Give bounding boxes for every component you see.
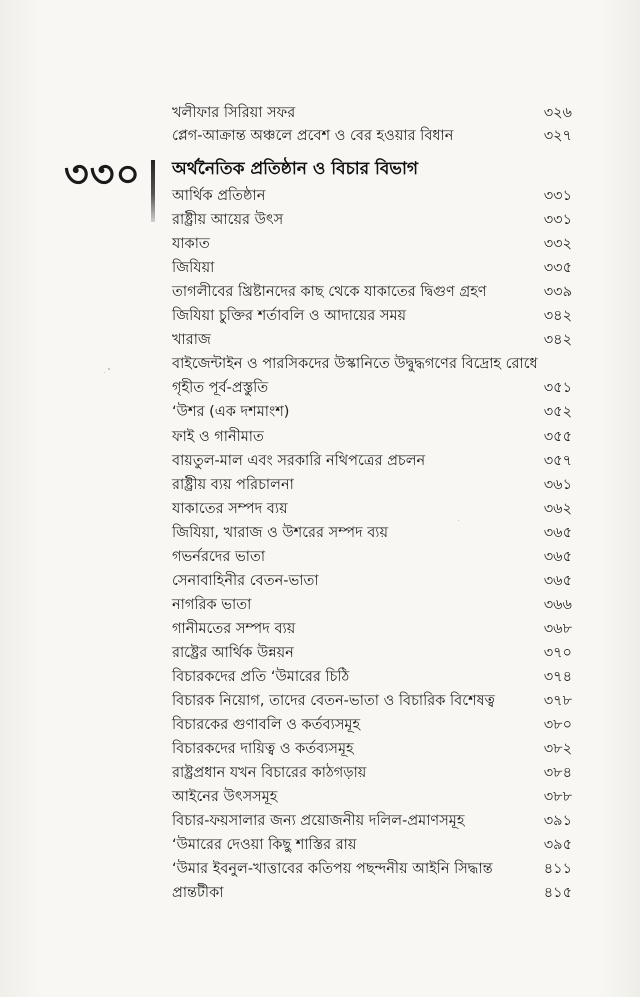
toc-entry-title: রাষ্ট্রের আর্থিক উন্নয়ন xyxy=(172,645,294,661)
toc-entry-title: বায়তুল-মাল এবং সরকারি নথিপত্রের প্রচলন xyxy=(172,453,426,469)
toc-entry-title: গভর্নরদের ভাতা xyxy=(172,549,266,565)
toc-entry-page: ৩২৭ xyxy=(543,128,572,144)
toc-entry-title: ‘উমারের দেওয়া কিছু শাস্তির রায় xyxy=(172,837,357,853)
paper-speck xyxy=(458,520,459,521)
toc-entry-title: রাষ্ট্রীয় ব্যয় পরিচালনা xyxy=(172,477,294,493)
toc-entry-title: আইনের উৎসসমূহ xyxy=(172,789,278,805)
toc-entry-page: ৩২৬ xyxy=(543,105,572,121)
toc-entry xyxy=(172,401,572,423)
toc-entry xyxy=(172,834,572,856)
toc-entry-title: বিচারকদের দায়িত্ব ও কর্তব্যসমূহ xyxy=(172,741,354,757)
toc-entry-page: ৩৬৫ xyxy=(543,525,572,541)
toc-entry xyxy=(172,209,572,231)
toc-entry-page: ৩৮২ xyxy=(543,741,572,757)
toc-entry-title: বিচারকদের প্রতি ‘উমারের চিঠি xyxy=(172,669,350,685)
toc-entry-page: ৩৮০ xyxy=(543,717,572,733)
toc-entry xyxy=(172,666,572,688)
toc-entry xyxy=(172,185,572,207)
toc-entry-title: প্লেগ-আক্রান্ত অঞ্চলে প্রবেশ ও বের হওয়ার বিধান xyxy=(172,128,454,144)
toc-entry-title: রাষ্ট্রীয় আয়ের উৎস xyxy=(172,212,284,228)
toc-entry xyxy=(172,810,572,832)
toc-entry-page: ৩৭৪ xyxy=(543,669,572,685)
toc-entry-page: ৩৯১ xyxy=(543,813,572,829)
toc-entry-page: ৩৫১ xyxy=(543,380,572,396)
toc-entry xyxy=(172,305,572,327)
toc-entry-page: ৩৪২ xyxy=(543,332,572,348)
toc-entry xyxy=(172,125,572,147)
toc-entry-title: ফাই ও গানীমাত xyxy=(172,429,264,445)
part-number: ৩৩০ xyxy=(64,152,142,196)
toc-entry-title: খলীফার সিরিয়া সফর xyxy=(172,105,296,121)
toc-entry xyxy=(172,594,572,616)
toc-entry-page: ৩৬৫ xyxy=(543,549,572,565)
toc-entry-page: ৩৬২ xyxy=(543,501,572,517)
toc-entry-page: ৩৭৮ xyxy=(543,693,572,709)
toc-entry xyxy=(172,738,572,760)
paper-speck xyxy=(108,368,110,370)
toc-entry-page: ৩৭০ xyxy=(543,645,572,661)
toc-entry-title: জিযিয়া, খারাজ ও উশরের সম্পদ ব্যয় xyxy=(172,525,389,541)
toc-entry-title: যাকাত xyxy=(172,236,210,252)
toc-entry-title: গানীমতের সম্পদ ব্যয় xyxy=(172,621,296,637)
toc-entry-page: ৩৯৫ xyxy=(543,837,572,853)
toc-entry-title: জিযিয়া xyxy=(172,260,215,276)
toc-entry-page: ৩৪২ xyxy=(543,308,572,324)
toc-entry xyxy=(172,498,572,520)
toc-entry xyxy=(172,450,572,472)
toc-entry xyxy=(172,690,572,712)
toc-entry xyxy=(172,426,572,448)
toc-entry xyxy=(172,474,572,496)
toc-entry xyxy=(172,762,572,784)
toc-entry-title: জিযিয়া চুক্তির শর্তাবলি ও আদায়ের সময় xyxy=(172,308,407,324)
toc-entry-page: ৩৬৬ xyxy=(543,597,572,613)
toc-entry-page: ৩৩১ xyxy=(543,212,572,228)
toc-entry xyxy=(172,786,572,808)
part-divider-bar xyxy=(151,160,155,222)
toc-entry xyxy=(172,102,572,124)
toc-entry-title: সেনাবাহিনীর বেতন-ভাতা xyxy=(172,573,319,589)
toc-entry-title: যাকাতের সম্পদ ব্যয় xyxy=(172,501,288,517)
toc-entry xyxy=(172,353,572,375)
part-heading: অর্থনৈতিক প্রতিষ্ঠান ও বিচার বিভাগ xyxy=(172,159,419,179)
toc-entry-page: ৩৮৮ xyxy=(543,789,572,805)
toc-entry xyxy=(172,257,572,279)
toc-entry-page: ৩৮৪ xyxy=(543,765,572,781)
toc-entry xyxy=(172,281,572,303)
toc-entry xyxy=(172,329,572,351)
toc-entry-title: রাষ্ট্রপ্রধান যখন বিচারের কাঠগড়ায় xyxy=(172,765,367,781)
toc-entry-page: ৩৩২ xyxy=(543,236,572,252)
toc-entry xyxy=(172,377,572,399)
toc-entry-title: বিচারকের গুণাবলি ও কর্তব্যসমূহ xyxy=(172,717,361,733)
toc-entry-page: ৩৩৯ xyxy=(543,284,572,300)
toc-entry-page: ৪১৫ xyxy=(543,885,572,901)
toc-entry-title: বাইজেন্টাইন ও পারসিকদের উস্কানিতে উদ্বুদ্ধগণের বিদ্রোহ রোধে xyxy=(172,356,538,372)
toc-entry-title: ‘উমার ইবনুল-খাত্তাবের কতিপয় পছন্দনীয় আইনি সিদ্ধান্ত xyxy=(172,861,493,877)
toc-entry-page: ৩৩১ xyxy=(543,188,572,204)
paper-speck xyxy=(104,372,105,373)
toc-entry-page: ৪১১ xyxy=(543,861,572,877)
toc-entry-title: আর্থিক প্রতিষ্ঠান xyxy=(172,188,266,204)
toc-entry-title: বিচারক নিয়োগ, তাদের বেতন-ভাতা ও বিচারিক বিশেষত্ব xyxy=(172,693,495,709)
toc-entry xyxy=(172,618,572,640)
toc-entry-page: ৩৩৫ xyxy=(543,260,572,276)
toc-entry xyxy=(172,882,572,904)
toc-entry-page: ৩৬৫ xyxy=(543,573,572,589)
toc-entry-title: তাগলীবের খ্রিষ্টানদের কাছ থেকে যাকাতের দ্বিগুণ গ্রহণ xyxy=(172,284,487,300)
toc-entry-page: ৩৫২ xyxy=(543,404,572,420)
toc-entry xyxy=(172,522,572,544)
toc-entry-title: ‘উশর (এক দশমাংশ) xyxy=(172,404,290,420)
toc-entry-page: ৩৫৭ xyxy=(543,453,572,469)
toc-entry-title: খারাজ xyxy=(172,332,211,348)
toc-entry-title: প্রান্তটীকা xyxy=(172,885,224,901)
toc-entry xyxy=(172,546,572,568)
toc-entry-title: গৃহীত পূর্ব-প্রস্তুতি xyxy=(172,380,269,396)
toc-entry-page: ৩৬৮ xyxy=(543,621,572,637)
toc-entry-page: ৩৫৫ xyxy=(543,429,572,445)
toc-entry xyxy=(172,858,572,880)
toc-entry-page: ৩৬১ xyxy=(543,477,572,493)
toc-entry xyxy=(172,642,572,664)
toc-entry-title: নাগরিক ভাতা xyxy=(172,597,252,613)
toc-entry xyxy=(172,570,572,592)
toc-entry-title: বিচার-ফয়সালার জন্য প্রয়োজনীয় দলিল-প্রমাণসমূহ xyxy=(172,813,465,829)
toc-entry xyxy=(172,233,572,255)
toc-entry xyxy=(172,714,572,736)
